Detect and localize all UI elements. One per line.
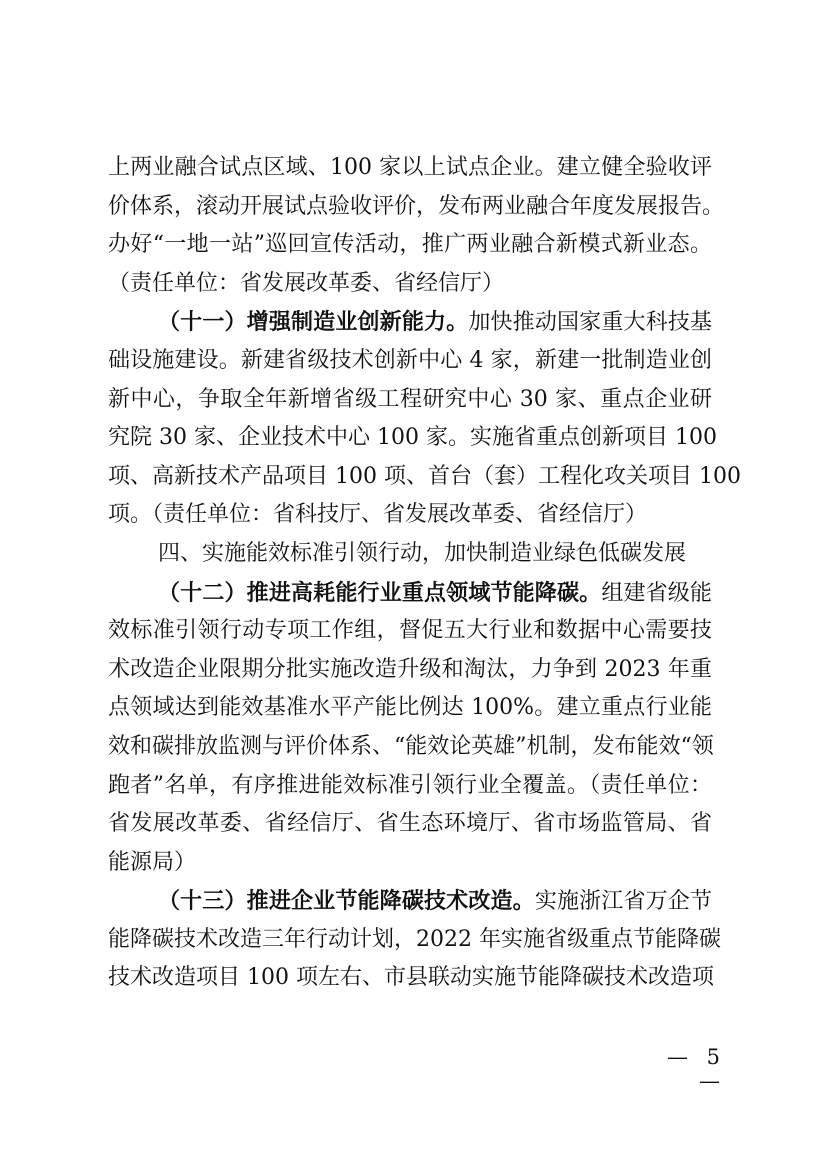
body-line: 项。（责任单位：省科技厅、省发展改革委、省经信厅） [108, 502, 648, 528]
body-line: 技术改造项目 100 项左右、市县联动实施节能降碳技术改造项 [108, 965, 714, 991]
page-number: — 5 — [666, 1045, 726, 1093]
paragraph-first-line [108, 303, 712, 342]
body-line: 省发展改革委、省经信厅、省生态环境厅、省市场监管局、省 [108, 811, 712, 837]
body-line: 效标准引领行动专项工作组，督促五大行业和数据中心需要技 [108, 618, 712, 644]
body-line: 能源局） [108, 849, 197, 875]
body-line: 究院 30 家、企业技术中心 100 家。实施省重点创新项目 100 [108, 425, 717, 451]
body-line: 能降碳技术改造三年行动计划，2022 年实施省级重点节能降碳 [108, 926, 721, 952]
document-body [108, 149, 741, 998]
body-line: 项、高新技术产品项目 100 项、首台（套）工程化攻关项目 100 [108, 463, 741, 489]
body-line: 办好“一地一站”巡回宣传活动，推广两业融合新模式新业态。 [108, 232, 712, 258]
body-line: 价体系，滚动开展试点验收评价，发布两业融合年度发展报告。 [108, 193, 725, 219]
body-line: （责任单位：省发展改革委、省经信厅） [108, 270, 505, 296]
body-text: 加快推动国家重大科技基 [468, 310, 712, 336]
body-line: 效和碳排放监测与评价体系、“能效论英雄”机制，发布能效“领 [108, 733, 714, 759]
body-line: 新中心，争取全年新增省级工程研究中心 30 家、重点企业研 [108, 386, 712, 412]
body-text: 实施浙江省万企节 [534, 889, 712, 915]
paragraph-first-line [108, 574, 712, 613]
paragraph-heading: （十三）推进企业节能降碳技术改造。 [158, 888, 535, 915]
paragraph-first-line [108, 882, 712, 921]
body-line: 术改造企业限期分批实施改造升级和淘汰，力争到 2023 年重 [108, 656, 712, 682]
paragraph-heading: （十二）推进高耗能行业重点领域节能降碳。 [158, 579, 602, 606]
section-title: 四、实施能效标准引领行动，加快制造业绿色低碳发展 [158, 540, 687, 566]
paragraph-heading: （十一）增强制造业创新能力。 [158, 309, 469, 336]
body-line: 上两业融合试点区域、100 家以上试点企业。建立健全验收评 [108, 155, 712, 180]
body-line: 点领域达到能效基准水平产能比例达 100%。建立重点行业能 [108, 695, 712, 721]
body-line: 跑者”名单，有序推进能效标准引领行业全覆盖。（责任单位： [108, 772, 712, 798]
body-text: 组建省级能 [601, 580, 712, 606]
body-line: 础设施建设。新建省级技术创新中心 4 家，新建一批制造业创 [108, 347, 712, 373]
